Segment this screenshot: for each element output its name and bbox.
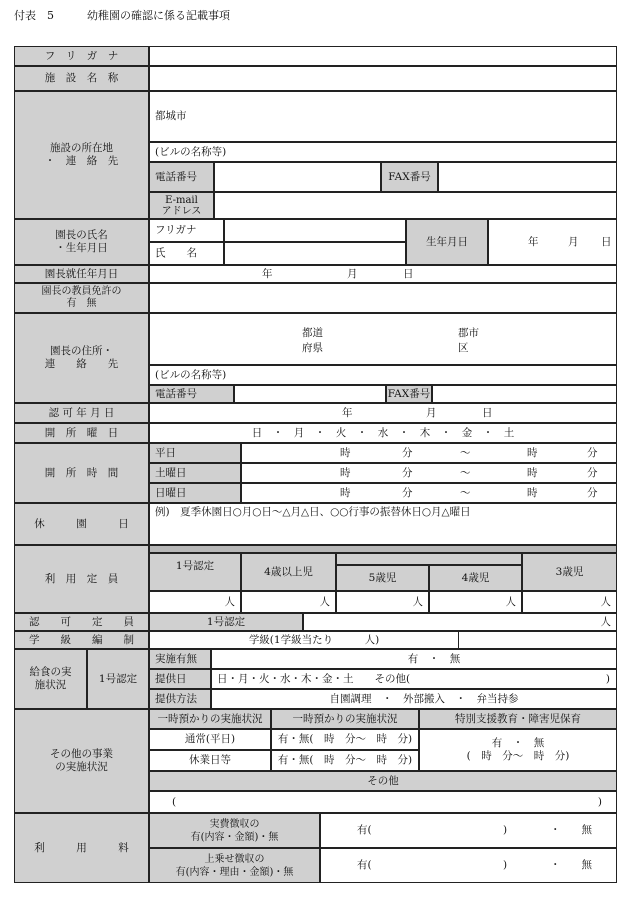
approval-date-label: 認 可 年 月 日: [14, 403, 149, 423]
impl-label: 実施有無: [149, 649, 211, 669]
normal-label: 通常(平日): [149, 729, 271, 750]
meal-cert-label: 1号認定: [87, 649, 149, 709]
actual-fee-label: 実費徴収の 有(内容・金額)・無: [149, 813, 320, 848]
class-value-tail: [459, 631, 617, 649]
birthdate-value[interactable]: 年 月 日: [488, 219, 617, 265]
class-label: 学 級 編 制: [14, 631, 149, 649]
email-label: E-mail アドレス: [149, 192, 214, 219]
approval-date-value[interactable]: 年 月 日: [149, 403, 617, 423]
building-cell[interactable]: (ビルの名称等): [149, 142, 617, 162]
age5-label: 5歳児: [336, 565, 429, 591]
holiday-label: 休 園 日: [14, 503, 149, 545]
fax-label: FAX番号: [381, 162, 438, 192]
page-header: 付表 5 幼稚園の確認に係る記載事項: [14, 9, 230, 22]
saturday-label: 土曜日: [149, 463, 241, 483]
license-label: 園長の教員免許の 有 無: [14, 283, 149, 313]
fax-value[interactable]: [438, 162, 617, 192]
actual-fee-value[interactable]: 有( ) ・ 無: [320, 813, 617, 848]
capacity-cert-label: 1号認定: [149, 553, 241, 591]
open-days-value[interactable]: 日 ・ 月 ・ 火 ・ 水 ・ 木 ・ 金 ・ 土: [149, 423, 617, 443]
cap-cert-value[interactable]: 人: [149, 591, 241, 613]
facility-name-value[interactable]: [149, 66, 617, 91]
fee-label: 利 用 料: [14, 813, 149, 883]
appointed-label: 園長就任年月日: [14, 265, 149, 283]
capacity-label: 利 用 定 員: [14, 545, 149, 613]
normal-time[interactable]: 有・無( 時 分～ 時 分): [271, 729, 419, 750]
provide-days-value[interactable]: 日・月・火・水・木・金・土 その他( ): [211, 669, 617, 689]
email-value[interactable]: [214, 192, 617, 219]
cap-age4-value[interactable]: 人: [429, 591, 522, 613]
method-value[interactable]: 自園調理 ・ 外部搬入 ・ 弁当持参: [211, 689, 617, 709]
approved-cert-label: 1号認定: [149, 613, 303, 631]
cap-age3-value[interactable]: 人: [522, 591, 617, 613]
age3-label: 3歳児: [522, 553, 617, 591]
open-hours-label: 開 所 時 間: [14, 443, 149, 503]
cap-age4up-value[interactable]: 人: [241, 591, 336, 613]
city-cell[interactable]: 都城市: [149, 91, 617, 142]
principal-furigana-label: フリガナ: [149, 219, 224, 242]
birthdate-label: 生年月日: [406, 219, 488, 265]
holiday-value[interactable]: 例) 夏季休園日○月○日～△月△日、○○行事の振替休日○月△曜日: [149, 503, 617, 545]
approved-cap-value[interactable]: 人: [303, 613, 617, 631]
temp-impl-label-2: 一時預かりの実施状況: [271, 709, 419, 729]
provide-days-label: 提供日: [149, 669, 211, 689]
address-tel-value[interactable]: [234, 385, 386, 403]
age-subheader: [336, 553, 522, 565]
open-days-label: 開 所 曜 日: [14, 423, 149, 443]
location-label: 施設の所在地 ・ 連 絡 先: [14, 91, 149, 219]
approved-capacity-label: 認 可 定 員: [14, 613, 149, 631]
weekday-hours[interactable]: 時 分 ～ 時 分: [241, 443, 617, 463]
sunday-hours[interactable]: 時 分 ～ 時 分: [241, 483, 617, 503]
age4up-label: 4歳以上児: [241, 553, 336, 591]
impl-value[interactable]: 有 ・ 無: [211, 649, 617, 669]
meal-label: 給食の実 施状況: [14, 649, 87, 709]
cap-age5-value[interactable]: 人: [336, 591, 429, 613]
other-value[interactable]: ( ): [149, 791, 617, 813]
principal-name-label: 氏 名: [149, 242, 224, 265]
address-fax-label: FAX番号: [386, 385, 432, 403]
form-table: [14, 46, 617, 903]
principal-name-value[interactable]: [224, 242, 406, 265]
license-value[interactable]: [149, 283, 617, 313]
furigana-value[interactable]: [149, 46, 617, 66]
temp-impl-label-1: 一時預かりの実施状況: [149, 709, 271, 729]
age4-label: 4歳児: [429, 565, 522, 591]
capacity-header-strip: [149, 545, 617, 553]
address-cell[interactable]: 都道 府県 郡市 区: [149, 313, 617, 365]
special-support-label: 特別支援教育・障害児保育: [419, 709, 617, 729]
saturday-hours[interactable]: 時 分 ～ 時 分: [241, 463, 617, 483]
principal-label: 園長の氏名 ・生年月日: [14, 219, 149, 265]
principal-furigana-value[interactable]: [224, 219, 406, 242]
tel-value[interactable]: [214, 162, 381, 192]
extra-fee-value[interactable]: 有( ) ・ 無: [320, 848, 617, 883]
holiday-etc-time[interactable]: 有・無( 時 分～ 時 分): [271, 750, 419, 771]
other-business-label: その他の事業 の実施状況: [14, 709, 149, 813]
method-label: 提供方法: [149, 689, 211, 709]
address-fax-value[interactable]: [432, 385, 617, 403]
holiday-etc-label: 休業日等: [149, 750, 271, 771]
address-building-cell[interactable]: (ビルの名称等): [149, 365, 617, 385]
facility-name-label: 施 設 名 称: [14, 66, 149, 91]
furigana-label: フ リ ガ ナ: [14, 46, 149, 66]
other-header: その他: [149, 771, 617, 791]
extra-fee-label: 上乗せ徴収の 有(内容・理由・金額)・無: [149, 848, 320, 883]
tel-label: 電話番号: [149, 162, 214, 192]
sunday-label: 日曜日: [149, 483, 241, 503]
special-support-value[interactable]: 有 ・ 無 ( 時 分～ 時 分): [419, 729, 617, 771]
address-tel-label: 電話番号: [149, 385, 234, 403]
class-value[interactable]: 学級(1学級当たり 人): [149, 631, 459, 649]
address-label: 園長の住所・ 連 絡 先: [14, 313, 149, 403]
weekday-label: 平日: [149, 443, 241, 463]
appointed-value[interactable]: 年 月 日: [149, 265, 617, 283]
